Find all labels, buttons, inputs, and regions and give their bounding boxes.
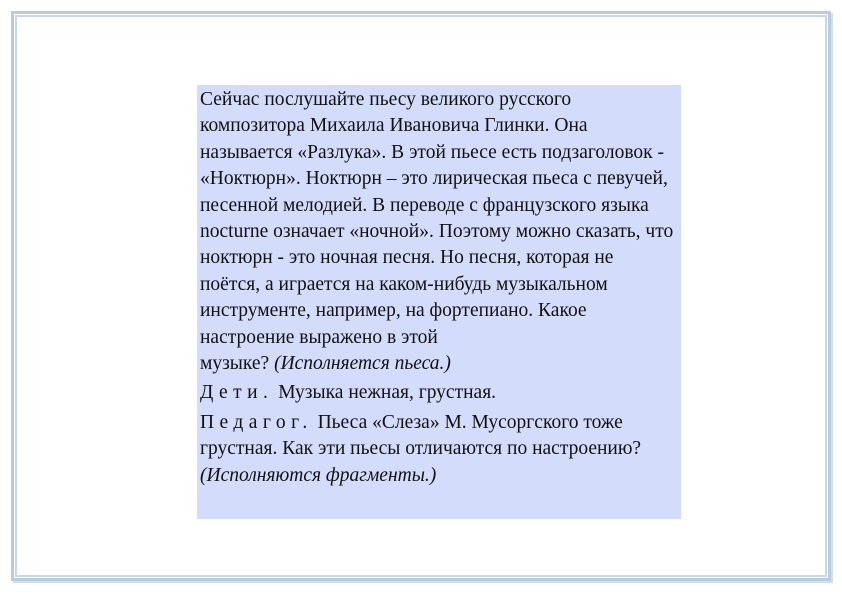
speaker-children: Дети. [200, 382, 274, 404]
paragraph-intro [200, 87, 677, 377]
stage-direction-fragments: (Исполняются фрагменты.) [200, 464, 437, 486]
children-answer: Музыка нежная, грустная. [278, 382, 497, 404]
stage-direction-piece: (Исполняется пьеса.) [274, 353, 451, 375]
paragraph-teacher [200, 410, 677, 489]
intro-last-line: музыке? [200, 353, 270, 375]
intro-text: Сейчас послушайте пьесу великого русского композитора Михаила Ивановича Глинки. Она называется «Разлука». В этой пьесе есть подзаголовок - «Ноктюрн». Ноктюрн – это лирическая пьеса с певучей, песенной мелодией. В переводе с французского языка nocturne означает «ночной». Поэтому можно сказать, что ноктюрн - это ночная песня. Но песня, которая не поётся, а играется на каком-нибудь музыкальном инструменте, например, на фортепиано. Какое настроение выражено в этой [200, 89, 674, 348]
text-box [197, 85, 681, 519]
speaker-teacher: Педагог. [200, 411, 313, 433]
teacher-text: Пьеса «Слеза» М. Мусоргского тоже грустная. Как эти пьесы отличаются по настроению? [200, 411, 642, 460]
paragraph-children [200, 380, 677, 406]
